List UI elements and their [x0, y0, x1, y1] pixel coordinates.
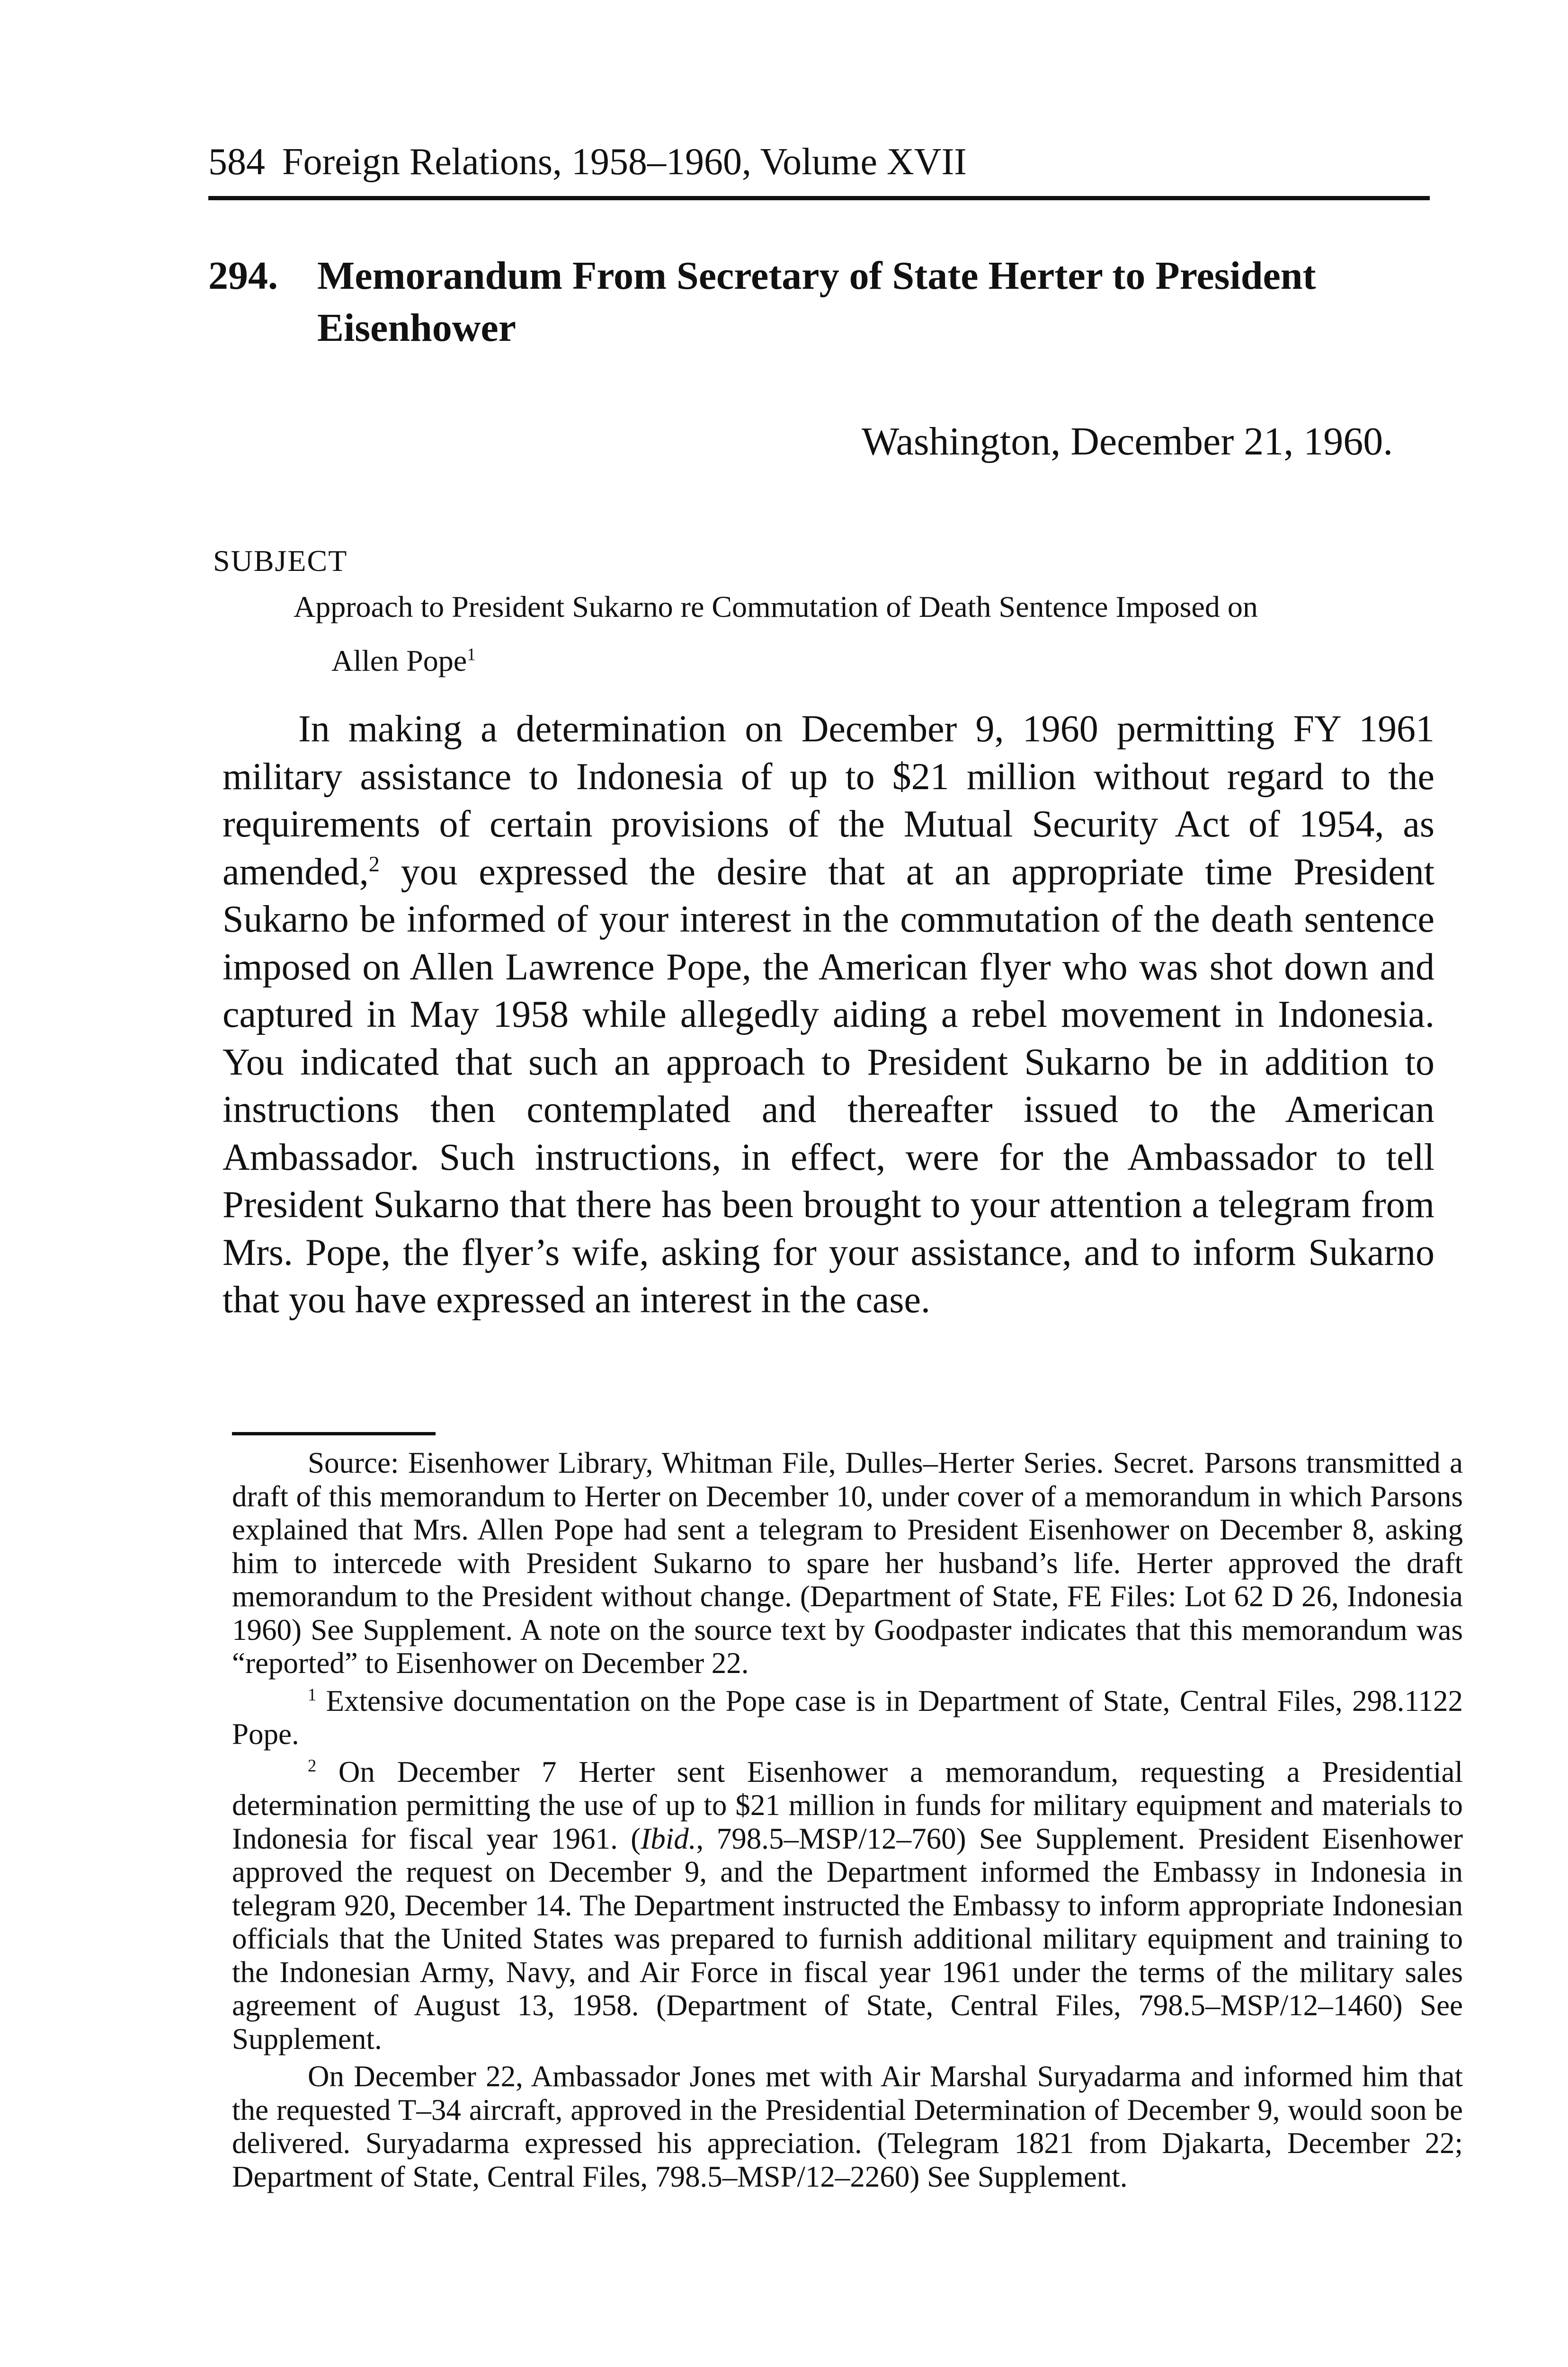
source-note: Source: Eisenhower Library, Whitman File, Dulles–Herter Series. Secret. Parsons transmitted a draft of this memorandum to Herter on December 10, under cover of a memorandum in which Parsons explained that Mrs. Allen Pope had sent a telegram to President Eisenhower on December 8, asking him to intercede with President Sukarno to spare her husband’s life. Herter approved the draft memorandum to the President without change. (Department of State, FE Files: Lot 62 D 26, Indonesia 1960) See Supplement. A note on the source text by Goodpaster indicates that this memorandum was “reported” to Eisenhower on December 22. [232, 1446, 1463, 1680]
footnote-1-text: Extensive documentation on the Pope case is in Department of State, Central Files, 298.1122 Pope. [232, 1684, 1463, 1751]
body-text-part-1: In making a determination on December 9, 1960 permitting FY 1961 military assistance to Indonesia of up to $21 million without regard to the requirements of certain provisions of the Mutual Security Act of 1954, as amended, [223, 708, 1434, 893]
running-title: Foreign Relations, 1958–1960, Volume XVII [282, 141, 967, 183]
footnote-1 [232, 1684, 1463, 1751]
subject-line-2-text: Allen Pope [331, 644, 467, 677]
footnote-2-continuation: On December 22, Ambassador Jones met with Air Marshal Suryadarma and informed him that the requested T–34 aircraft, approved in the Presidential Determination of December 9, would soon be delivered. Suryadarma expressed his appreciation. (Telegram 1821 from Djakarta, December 22; Department of State, Central Files, 798.5–MSP/12–2260) See Supplement. [232, 2060, 1463, 2193]
footnote-rule [232, 1432, 436, 1435]
page-number: 584 [208, 141, 265, 183]
footnote-2-text-a: On December 7 Herter sent Eisenhower a memorandum, requesting a Presidential determination permitting the use of up to $21 million in funds for military equipment and materials to Indonesia for fiscal year 1961. ( [232, 1755, 1463, 1855]
document-title: Memorandum From Secretary of State Herter to President Eisenhower [317, 254, 1316, 350]
header-rule [208, 196, 1430, 200]
footnotes [232, 1446, 1463, 2198]
footnote-ref-1: 1 [467, 645, 476, 665]
subject-line-2 [331, 634, 1420, 688]
subject-label: SUBJECT [213, 544, 348, 578]
document-number: 294. [208, 254, 278, 298]
subject-text [294, 580, 1420, 688]
dateline: Washington, December 21, 1960. [862, 419, 1393, 463]
document-heading [208, 250, 1392, 354]
body-paragraph [223, 705, 1434, 1324]
footnote-ref-2: 2 [368, 852, 380, 876]
footnote-1-mark: 1 [308, 1684, 317, 1704]
footnote-2-ibid: Ibid. [641, 1822, 696, 1855]
footnote-2-mark: 2 [308, 1755, 317, 1775]
subject-line-1: Approach to President Sukarno re Commutation of Death Sentence Imposed on [294, 590, 1258, 623]
body-text-part-2: you expressed the desire that at an appropriate time President Sukarno be informed of your interest in the commutation of the death sentence imposed on Allen Lawrence Pope, the American flyer who was shot down and captured in May 1958 while allegedly aiding a rebel movement in Indonesia. You indicated that such an approach to President Sukarno be in addition to instructions then contemplated and thereafter issued to the American Ambassador. Such instructions, in effect, were for the Ambassador to tell President Sukarno that there has been brought to your attention a telegram from Mrs. Pope, the flyer’s wife, asking for your assistance, and to inform Sukarno that you have expressed an interest in the case. [223, 851, 1434, 1321]
running-header [208, 138, 1425, 186]
footnote-2 [232, 1755, 1463, 2056]
footnote-2-text-b: , 798.5–MSP/12–760) See Supplement. President Eisenhower approved the request on December 9, and the Department informed the Embassy in Indonesia in telegram 920, December 14. The Department instructed the Embassy to inform appropriate Indonesian officials that the United States was prepared to furnish additional military equipment and training to the Indonesian Army, Navy, and Air Force in fiscal year 1961 under the terms of the military sales agreement of August 13, 1958. (Department of State, Central Files, 798.5–MSP/12–1460) See Supplement. [232, 1822, 1463, 2056]
